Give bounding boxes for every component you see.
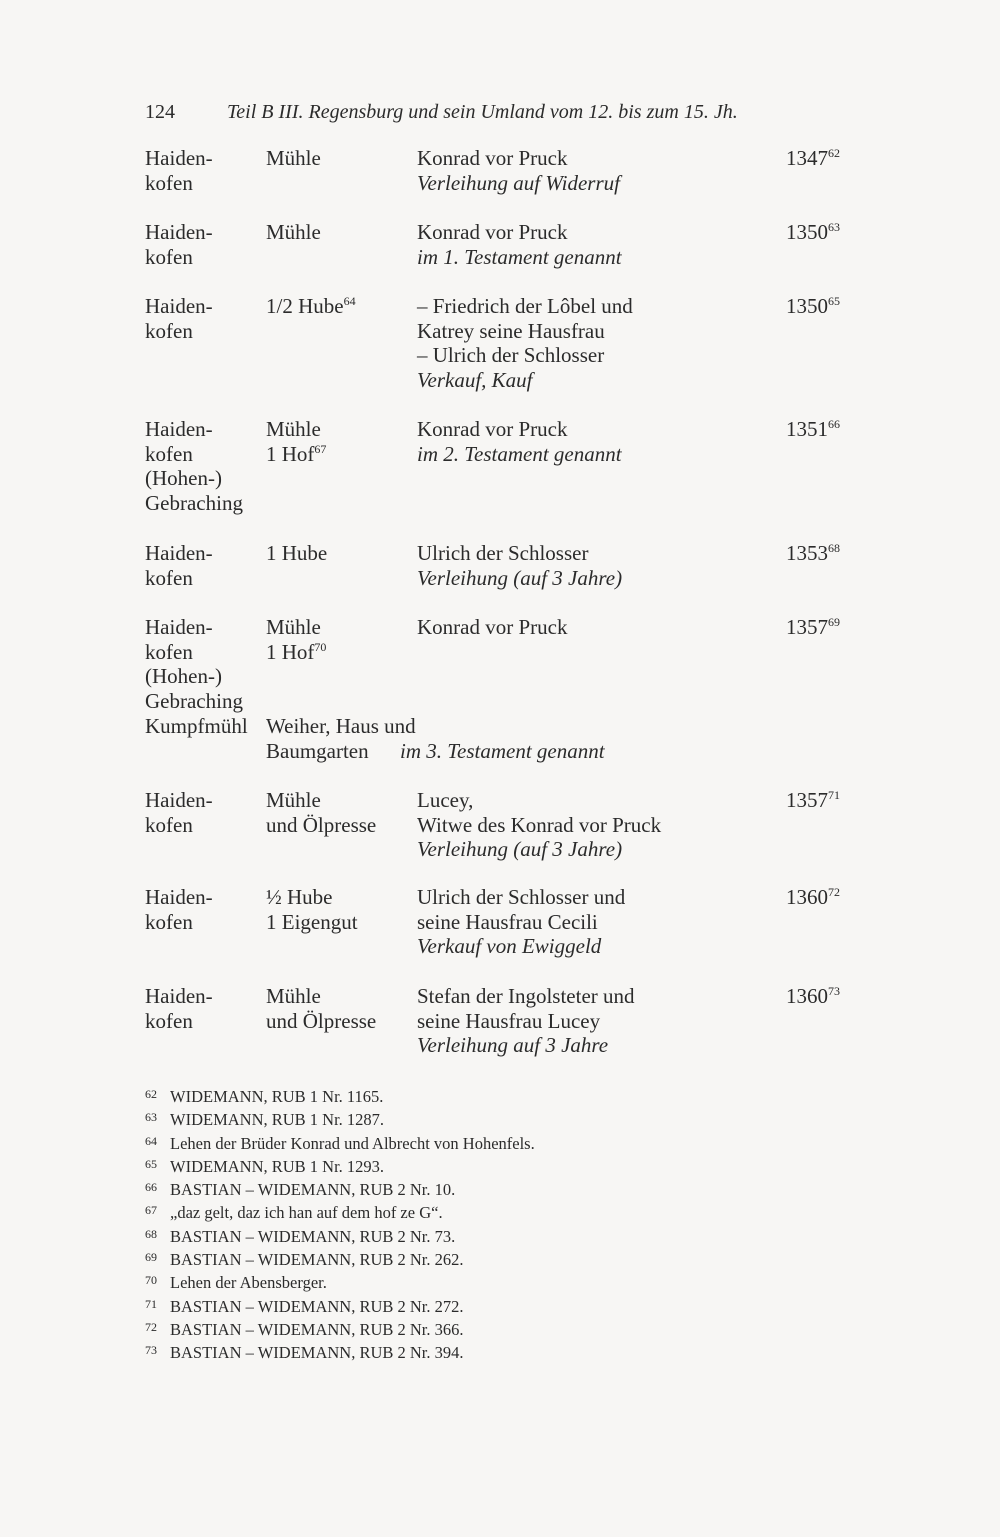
person-line: Ulrich der Schlosser: [417, 541, 589, 565]
person-column: [417, 984, 777, 1058]
object-line: Mühle: [266, 146, 321, 170]
transaction-type: Verleihung auf Widerruf: [417, 170, 620, 195]
place-line: (Hohen-): [145, 466, 222, 491]
author-name: WIDEMANN: [170, 1110, 264, 1130]
footnote: [145, 1224, 535, 1247]
person-column: [417, 417, 777, 466]
object-line: [266, 689, 416, 714]
place-column: [145, 417, 263, 516]
author-name: BASTIAN – WIDEMANN: [170, 1319, 352, 1339]
footnote-number: 64: [145, 1133, 157, 1148]
object-column: [266, 146, 416, 171]
person-column: [417, 885, 777, 959]
object-line: und Ölpresse: [266, 1008, 377, 1033]
person-column: [417, 541, 777, 590]
author-name: BASTIAN – WIDEMANN: [170, 1296, 352, 1316]
transaction-type: Verkauf von Ewiggeld: [417, 934, 602, 959]
footnote: [145, 1107, 535, 1130]
footnote-text: WIDEMANN, RUB 1 Nr. 1165.: [170, 1087, 384, 1106]
transaction-type: Verleihung auf 3 Jahre: [417, 1033, 609, 1058]
footnote: [145, 1247, 535, 1270]
place-column: [145, 541, 263, 590]
footnote-number: 67: [145, 1203, 157, 1218]
place-line: Haiden-: [145, 615, 213, 639]
author-name: BASTIAN – WIDEMANN: [170, 1250, 352, 1270]
person-column: [417, 615, 777, 640]
place-line: Haiden-: [145, 220, 213, 244]
footnote-number: 65: [145, 1156, 157, 1171]
person-line: – Ulrich der Schlosser: [417, 343, 605, 368]
footnote-number: 63: [145, 1110, 157, 1125]
footnote: [145, 1200, 535, 1223]
place-column: [145, 788, 263, 837]
footnote: [145, 1270, 535, 1293]
page-header: [145, 101, 738, 124]
footnote-text: BASTIAN – WIDEMANN, RUB 2 Nr. 262.: [170, 1250, 464, 1270]
place-line: kofen: [145, 441, 193, 466]
object-line: und Ölpresse: [266, 812, 377, 837]
object-line: Mühle: [266, 788, 321, 812]
place-line: Haiden-: [145, 146, 213, 170]
place-line: Haiden-: [145, 984, 213, 1008]
place-line: kofen: [145, 170, 193, 195]
object-column: [266, 788, 416, 837]
footnote-ref: 66: [828, 417, 840, 431]
running-title: Teil B III. Regensburg und sein Umland vom 12. bis zum 15. Jh.: [227, 101, 738, 123]
footnote: [145, 1177, 535, 1200]
year-cell: 1353$^{68}$: [786, 541, 840, 565]
place-column: [145, 294, 263, 343]
person-column: [417, 788, 777, 862]
footnote: [145, 1340, 535, 1363]
author-name: WIDEMANN: [170, 1087, 264, 1106]
person-column: [417, 220, 777, 269]
person-line: Lucey,: [417, 788, 474, 812]
object-column: [266, 615, 416, 763]
place-line: kofen: [145, 639, 193, 664]
person-line: Konrad vor Pruck: [417, 417, 568, 441]
year-cell: 1357$^{71}$: [786, 788, 840, 812]
place-line: kofen: [145, 909, 193, 934]
footnote-number: 72: [145, 1319, 157, 1334]
footnote-ref: 63: [828, 220, 840, 234]
object-column: [266, 885, 416, 934]
footnote-ref: 73: [828, 984, 840, 998]
person-line: seine Hausfrau Cecili: [417, 909, 598, 934]
footnote-number: 73: [145, 1343, 157, 1358]
transaction-type: Verleihung (auf 3 Jahre): [417, 565, 623, 590]
footnote-number: 71: [145, 1296, 157, 1311]
place-line: kofen: [145, 565, 193, 590]
footnote-ref: 67: [314, 441, 327, 456]
object-line: Baumgarten: [266, 738, 369, 763]
footnote-text: BASTIAN – WIDEMANN, RUB 2 Nr. 73.: [170, 1226, 456, 1246]
place-line: Haiden-: [145, 885, 213, 909]
footnote-text: Lehen der Abensberger.: [170, 1273, 327, 1293]
object-line: [266, 664, 416, 689]
object-line: 1 Hube: [266, 541, 328, 565]
footnote-number: 68: [145, 1226, 157, 1241]
author-name: WIDEMANN: [170, 1156, 264, 1176]
footnote-number: 70: [145, 1273, 157, 1288]
object-line: Weiher, Haus und: [266, 713, 416, 738]
footnote-text: BASTIAN – WIDEMANN, RUB 2 Nr. 366.: [170, 1319, 464, 1339]
place-column: [145, 984, 263, 1033]
person-column: [417, 294, 777, 393]
footnote-ref: 71: [828, 788, 840, 802]
object-line: 1/2 Hube$^{64}$: [266, 294, 356, 318]
object-column: [266, 541, 416, 566]
footnote-ref: 70: [314, 639, 327, 654]
year-cell: 1357$^{69}$: [786, 615, 840, 639]
footnote-number: 69: [145, 1250, 157, 1265]
footnotes: [145, 1084, 535, 1364]
footnote-text: BASTIAN – WIDEMANN, RUB 2 Nr. 394.: [170, 1343, 464, 1363]
place-line: kofen: [145, 1008, 193, 1033]
place-line: Haiden-: [145, 417, 213, 441]
object-line: ½ Hube: [266, 885, 333, 909]
footnote: [145, 1131, 535, 1154]
object-column: [266, 984, 416, 1033]
person-line: Konrad vor Pruck: [417, 220, 568, 244]
place-line: kofen: [145, 812, 193, 837]
object-line: 1 Hof$^{70}$: [266, 639, 327, 664]
place-line: kofen: [145, 318, 193, 343]
transaction-type: im 2. Testament genannt: [417, 441, 622, 466]
object-column: [266, 417, 416, 466]
footnote-text: WIDEMANN, RUB 1 Nr. 1293.: [170, 1156, 385, 1176]
footnote-text: Lehen der Brüder Konrad und Albrecht von Hohenfels.: [170, 1133, 535, 1153]
footnote-text: BASTIAN – WIDEMANN, RUB 2 Nr. 10.: [170, 1180, 456, 1200]
footnote: [145, 1294, 535, 1317]
footnote-number: 66: [145, 1180, 157, 1195]
object-column: [266, 220, 416, 245]
place-line: Haiden-: [145, 294, 213, 318]
transaction-type: Verkauf, Kauf: [417, 368, 533, 393]
footnote-ref: 64: [343, 294, 356, 308]
place-line: Gebraching: [145, 491, 243, 516]
year-cell: 1350$^{65}$: [786, 294, 840, 318]
object-line: Mühle: [266, 220, 321, 244]
transaction-type: im 1. Testament genannt: [417, 244, 622, 269]
footnote-ref: 68: [828, 541, 840, 555]
footnote-ref: 62: [828, 146, 840, 160]
place-line: Haiden-: [145, 541, 213, 565]
place-column: [145, 885, 263, 934]
object-column: [266, 294, 416, 319]
year-cell: 1350$^{63}$: [786, 220, 840, 244]
place-line: Gebraching: [145, 689, 243, 714]
author-name: BASTIAN – WIDEMANN: [170, 1226, 352, 1246]
person-line: Konrad vor Pruck: [417, 615, 568, 639]
place-line: kofen: [145, 244, 193, 269]
person-line: Stefan der Ingolsteter und: [417, 984, 635, 1008]
year-cell: 1351$^{66}$: [786, 417, 840, 441]
place-column: [145, 220, 263, 269]
footnote-text: „daz gelt, daz ich han auf dem hof ze G“.: [170, 1203, 443, 1223]
footnote-ref: 69: [828, 615, 840, 629]
person-column: [417, 146, 777, 195]
transaction-type: Verleihung (auf 3 Jahre): [417, 837, 623, 862]
transaction-type: im 3. Testament genannt: [400, 738, 605, 763]
year-cell: 1360$^{72}$: [786, 885, 840, 909]
place-line: (Hohen-): [145, 664, 222, 689]
place-column: [145, 615, 263, 739]
footnote-text: BASTIAN – WIDEMANN, RUB 2 Nr. 272.: [170, 1296, 464, 1316]
footnote-ref: 65: [828, 294, 840, 308]
person-line: Konrad vor Pruck: [417, 146, 568, 170]
object-line: Mühle: [266, 417, 321, 441]
object-line: 1 Eigengut: [266, 909, 358, 934]
page-number: 124: [145, 101, 175, 123]
person-line: Witwe des Konrad vor Pruck: [417, 812, 662, 837]
place-column: [145, 146, 263, 195]
person-line: Katrey seine Hausfrau: [417, 318, 605, 343]
author-name: BASTIAN – WIDEMANN: [170, 1180, 352, 1200]
place-line: Kumpfmühl: [145, 713, 248, 738]
footnote: [145, 1084, 535, 1107]
year-cell: 1347$^{62}$: [786, 146, 840, 170]
footnote: [145, 1317, 535, 1340]
object-line: Mühle: [266, 984, 321, 1008]
year-cell: 1360$^{73}$: [786, 984, 840, 1008]
object-line: Mühle: [266, 615, 321, 639]
footnote-ref: 72: [828, 885, 840, 899]
author-name: BASTIAN – WIDEMANN: [170, 1343, 352, 1363]
object-line: 1 Hof$^{67}$: [266, 441, 327, 466]
person-line: seine Hausfrau Lucey: [417, 1008, 601, 1033]
footnote-number: 62: [145, 1087, 157, 1101]
person-line: – Friedrich der Lôbel und: [417, 294, 633, 318]
footnote-text: WIDEMANN, RUB 1 Nr. 1287.: [170, 1110, 385, 1130]
place-line: Haiden-: [145, 788, 213, 812]
person-line: Ulrich der Schlosser und: [417, 885, 626, 909]
footnote: [145, 1154, 535, 1177]
